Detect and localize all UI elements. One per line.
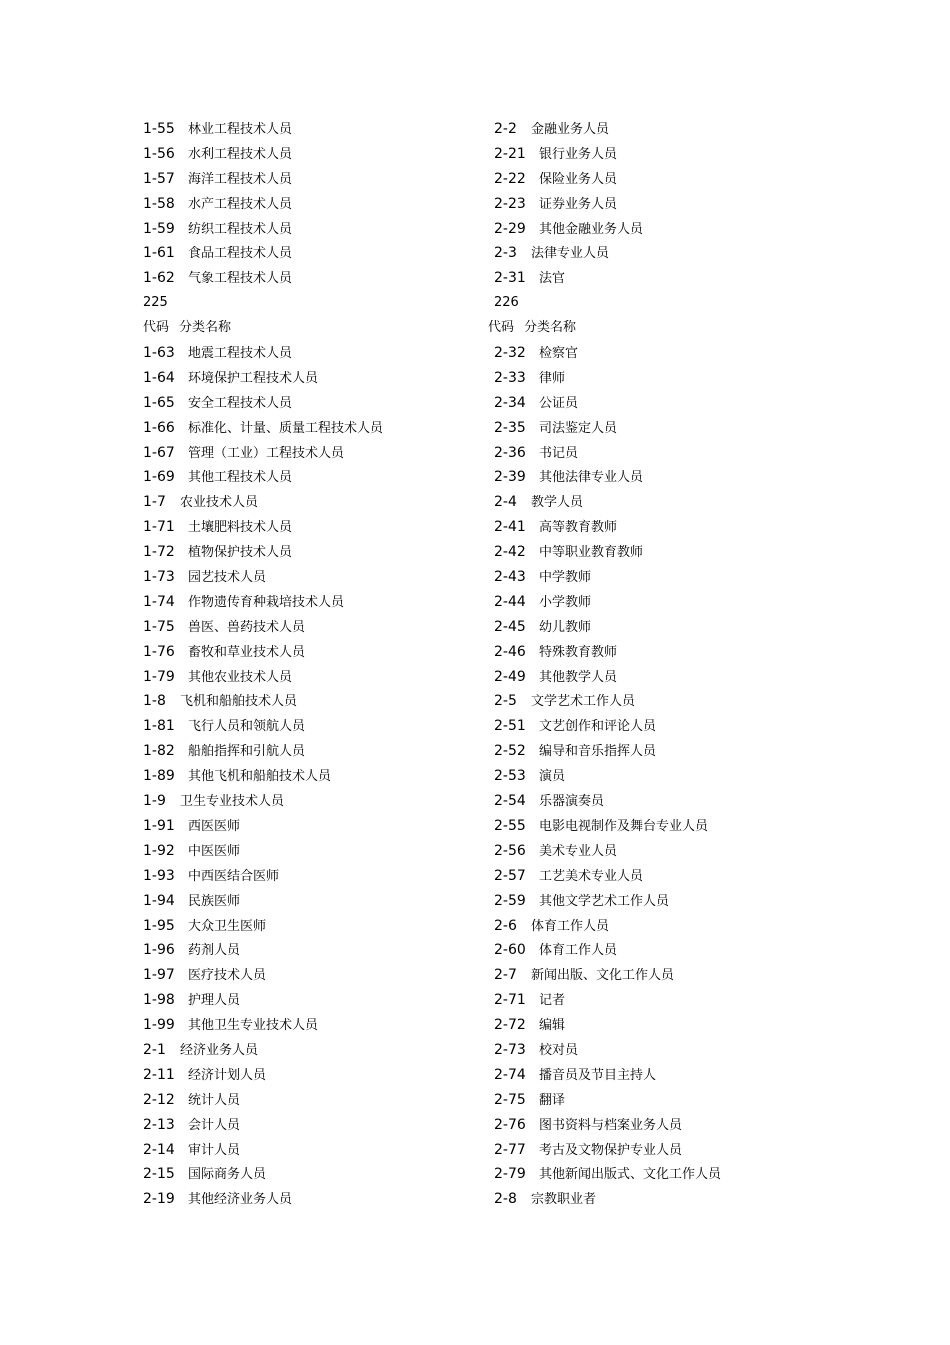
item-code: 1-61 bbox=[143, 245, 175, 262]
item-code: 2-43 bbox=[494, 569, 526, 586]
item-code: 2-57 bbox=[494, 867, 526, 884]
item-name: 工艺美术专业人员 bbox=[539, 868, 644, 884]
item-code: 2-72 bbox=[494, 1017, 526, 1034]
list-item bbox=[143, 1088, 473, 1113]
list-item bbox=[143, 615, 473, 640]
item-code: 1-94 bbox=[143, 892, 175, 909]
page-number-text: 225 bbox=[143, 295, 168, 311]
item-code: 2-36 bbox=[494, 444, 526, 461]
item-code: 1-9 bbox=[143, 793, 166, 810]
list-item bbox=[488, 988, 788, 1013]
item-code: 1-57 bbox=[143, 170, 175, 187]
list-item bbox=[143, 1138, 473, 1163]
list-item bbox=[143, 764, 473, 789]
item-name: 兽医、兽药技术人员 bbox=[188, 619, 306, 635]
item-name: 幼儿教师 bbox=[539, 619, 592, 635]
item-name: 卫生专业技术人员 bbox=[180, 794, 285, 810]
item-code: 2-54 bbox=[494, 793, 526, 810]
list-item bbox=[488, 167, 788, 192]
list-item bbox=[143, 938, 473, 963]
item-code: 1-75 bbox=[143, 618, 175, 635]
item-name: 中等职业教育教师 bbox=[539, 545, 644, 561]
list-item bbox=[143, 988, 473, 1013]
item-code: 2-60 bbox=[494, 942, 526, 959]
right-column bbox=[488, 117, 788, 1212]
list-item bbox=[488, 217, 788, 242]
item-code: 1-93 bbox=[143, 867, 175, 884]
page-number-text: 226 bbox=[494, 295, 519, 311]
item-name: 畜牧和草业技术人员 bbox=[188, 644, 306, 660]
item-code: 1-59 bbox=[143, 220, 175, 237]
list-item bbox=[488, 241, 788, 266]
list-item bbox=[488, 192, 788, 217]
list-item bbox=[488, 441, 788, 466]
item-name: 司法鉴定人员 bbox=[539, 420, 618, 436]
item-code: 2-8 bbox=[494, 1191, 517, 1208]
item-name: 经济计划人员 bbox=[188, 1067, 267, 1083]
item-name: 银行业务人员 bbox=[539, 146, 618, 162]
list-item bbox=[143, 515, 473, 540]
list-item bbox=[488, 1187, 788, 1212]
item-name: 公证员 bbox=[539, 395, 579, 411]
item-code: 2-77 bbox=[494, 1141, 526, 1158]
list-item bbox=[143, 714, 473, 739]
list-item bbox=[143, 1162, 473, 1187]
item-name: 其他法律专业人员 bbox=[539, 470, 644, 486]
list-item bbox=[143, 416, 473, 441]
list-item bbox=[143, 914, 473, 939]
list-item bbox=[143, 241, 473, 266]
list-item bbox=[143, 540, 473, 565]
header-name: 分类名称 bbox=[524, 320, 577, 336]
item-code: 2-74 bbox=[494, 1066, 526, 1083]
list-item bbox=[143, 1063, 473, 1088]
list-item bbox=[488, 839, 788, 864]
item-name: 园艺技术人员 bbox=[188, 570, 267, 586]
item-name: 林业工程技术人员 bbox=[188, 122, 293, 137]
item-code: 1-91 bbox=[143, 817, 175, 834]
list-item bbox=[488, 266, 788, 291]
item-code: 1-62 bbox=[143, 270, 175, 287]
item-name: 高等教育教师 bbox=[539, 520, 618, 536]
item-name: 文学艺术工作人员 bbox=[531, 694, 636, 710]
item-code: 1-89 bbox=[143, 768, 175, 785]
item-name: 法律专业人员 bbox=[531, 246, 610, 262]
item-name: 纺织工程技术人员 bbox=[188, 221, 293, 237]
list-item bbox=[488, 490, 788, 515]
item-code: 2-59 bbox=[494, 892, 526, 909]
item-name: 药剂人员 bbox=[188, 943, 241, 959]
page-number bbox=[143, 291, 473, 316]
list-item bbox=[143, 117, 473, 142]
item-code: 2-4 bbox=[494, 494, 517, 511]
item-name: 气象工程技术人员 bbox=[188, 271, 293, 287]
list-item bbox=[143, 167, 473, 192]
item-name: 国际商务人员 bbox=[188, 1167, 267, 1183]
item-name: 播音员及节目主持人 bbox=[539, 1067, 657, 1083]
item-name: 中西医结合医师 bbox=[188, 868, 280, 884]
item-name: 飞机和船舶技术人员 bbox=[180, 694, 298, 710]
list-item bbox=[488, 142, 788, 167]
item-name: 中学教师 bbox=[539, 570, 592, 586]
item-code: 2-55 bbox=[494, 817, 526, 834]
list-item bbox=[488, 739, 788, 764]
item-name: 文艺创作和评论人员 bbox=[539, 719, 657, 735]
list-item bbox=[488, 416, 788, 441]
list-item bbox=[143, 839, 473, 864]
item-code: 2-23 bbox=[494, 195, 526, 212]
list-item bbox=[488, 889, 788, 914]
item-code: 2-75 bbox=[494, 1091, 526, 1108]
item-code: 2-52 bbox=[494, 743, 526, 760]
column-header bbox=[143, 316, 473, 341]
list-item bbox=[488, 391, 788, 416]
item-name: 证券业务人员 bbox=[539, 196, 618, 212]
item-name: 其他经济业务人员 bbox=[188, 1192, 293, 1208]
item-name: 小学教师 bbox=[539, 594, 592, 610]
item-name: 西医医师 bbox=[188, 818, 241, 834]
item-name: 食品工程技术人员 bbox=[188, 246, 293, 262]
item-name: 翻译 bbox=[539, 1092, 566, 1108]
header-code: 代码 bbox=[143, 320, 170, 336]
item-name: 校对员 bbox=[539, 1042, 579, 1058]
list-item bbox=[488, 1162, 788, 1187]
list-item bbox=[143, 1187, 473, 1212]
item-name: 审计人员 bbox=[188, 1142, 241, 1158]
list-item bbox=[488, 938, 788, 963]
item-code: 2-41 bbox=[494, 519, 526, 536]
item-code: 1-96 bbox=[143, 942, 175, 959]
item-code: 2-21 bbox=[494, 145, 526, 162]
item-name: 编辑 bbox=[539, 1018, 566, 1034]
list-item bbox=[488, 914, 788, 939]
list-item bbox=[488, 1138, 788, 1163]
item-name: 统计人员 bbox=[188, 1092, 241, 1108]
item-code: 1-7 bbox=[143, 494, 166, 511]
list-item bbox=[143, 689, 473, 714]
list-item bbox=[143, 739, 473, 764]
item-code: 2-42 bbox=[494, 544, 526, 561]
item-code: 2-29 bbox=[494, 220, 526, 237]
item-name: 其他文学艺术工作人员 bbox=[539, 893, 670, 909]
item-code: 1-66 bbox=[143, 419, 175, 436]
list-item bbox=[143, 590, 473, 615]
item-code: 1-74 bbox=[143, 593, 175, 610]
item-code: 2-3 bbox=[494, 245, 517, 262]
item-code: 2-12 bbox=[143, 1091, 175, 1108]
item-code: 1-8 bbox=[143, 693, 166, 710]
item-name: 体育工作人员 bbox=[539, 943, 618, 959]
item-name: 标准化、计量、质量工程技术人员 bbox=[188, 420, 384, 436]
item-code: 2-51 bbox=[494, 718, 526, 735]
item-code: 2-15 bbox=[143, 1166, 175, 1183]
item-name: 其他农业技术人员 bbox=[188, 669, 293, 685]
item-name: 保险业务人员 bbox=[539, 171, 618, 187]
item-code: 2-32 bbox=[494, 345, 526, 362]
item-name: 演员 bbox=[539, 769, 566, 785]
item-code: 2-44 bbox=[494, 593, 526, 610]
list-item bbox=[488, 714, 788, 739]
item-code: 2-1 bbox=[143, 1041, 166, 1058]
item-code: 2-31 bbox=[494, 270, 526, 287]
list-item bbox=[488, 1013, 788, 1038]
list-item bbox=[488, 640, 788, 665]
item-code: 2-19 bbox=[143, 1191, 175, 1208]
item-name: 金融业务人员 bbox=[531, 122, 610, 137]
list-item bbox=[488, 590, 788, 615]
item-code: 2-45 bbox=[494, 618, 526, 635]
list-item bbox=[488, 1088, 788, 1113]
item-name: 其他工程技术人员 bbox=[188, 470, 293, 486]
item-name: 船舶指挥和引航人员 bbox=[188, 744, 306, 760]
item-name: 护理人员 bbox=[188, 993, 241, 1009]
item-code: 1-56 bbox=[143, 145, 175, 162]
list-item bbox=[143, 864, 473, 889]
item-name: 书记员 bbox=[539, 445, 579, 461]
item-name: 新闻出版、文化工作人员 bbox=[531, 968, 675, 984]
item-name: 电影电视制作及舞台专业人员 bbox=[539, 818, 709, 834]
item-code: 1-58 bbox=[143, 195, 175, 212]
list-item bbox=[488, 689, 788, 714]
list-item bbox=[488, 515, 788, 540]
list-item bbox=[488, 665, 788, 690]
item-code: 1-67 bbox=[143, 444, 175, 461]
item-code: 1-98 bbox=[143, 992, 175, 1009]
item-name: 飞行人员和领航人员 bbox=[188, 719, 306, 735]
item-code: 2-35 bbox=[494, 419, 526, 436]
page-number bbox=[488, 291, 788, 316]
item-code: 1-73 bbox=[143, 569, 175, 586]
item-name: 图书资料与档案业务人员 bbox=[539, 1117, 683, 1133]
list-item bbox=[488, 366, 788, 391]
item-code: 2-6 bbox=[494, 917, 517, 934]
item-code: 1-64 bbox=[143, 369, 175, 386]
list-item bbox=[143, 1113, 473, 1138]
item-name: 其他教学人员 bbox=[539, 669, 618, 685]
list-item bbox=[143, 1038, 473, 1063]
item-name: 植物保护技术人员 bbox=[188, 545, 293, 561]
item-code: 2-71 bbox=[494, 992, 526, 1009]
item-code: 1-99 bbox=[143, 1017, 175, 1034]
item-name: 医疗技术人员 bbox=[188, 968, 267, 984]
left-column bbox=[143, 117, 473, 1212]
list-item bbox=[143, 565, 473, 590]
list-item bbox=[143, 391, 473, 416]
list-item bbox=[488, 540, 788, 565]
item-code: 2-34 bbox=[494, 394, 526, 411]
item-name: 律师 bbox=[539, 370, 566, 386]
item-name: 会计人员 bbox=[188, 1117, 241, 1133]
item-code: 1-65 bbox=[143, 394, 175, 411]
item-name: 教学人员 bbox=[531, 495, 584, 511]
item-name: 大众卫生医师 bbox=[188, 918, 267, 934]
item-code: 1-55 bbox=[143, 121, 175, 137]
list-item bbox=[488, 341, 788, 366]
list-item bbox=[143, 465, 473, 490]
item-name: 作物遗传育种栽培技术人员 bbox=[188, 594, 345, 610]
header-name: 分类名称 bbox=[179, 320, 232, 336]
list-item bbox=[488, 1063, 788, 1088]
list-item bbox=[143, 665, 473, 690]
item-code: 1-81 bbox=[143, 718, 175, 735]
item-code: 1-63 bbox=[143, 345, 175, 362]
item-code: 2-73 bbox=[494, 1041, 526, 1058]
list-item bbox=[488, 814, 788, 839]
item-code: 2-56 bbox=[494, 842, 526, 859]
item-name: 考古及文物保护专业人员 bbox=[539, 1142, 683, 1158]
list-item bbox=[488, 963, 788, 988]
item-name: 法官 bbox=[539, 271, 566, 287]
item-name: 管理（工业）工程技术人员 bbox=[188, 445, 345, 461]
list-item bbox=[143, 789, 473, 814]
list-item bbox=[143, 963, 473, 988]
item-name: 美术专业人员 bbox=[539, 843, 618, 859]
item-name: 土壤肥料技术人员 bbox=[188, 520, 293, 536]
item-code: 1-79 bbox=[143, 668, 175, 685]
list-item bbox=[488, 764, 788, 789]
list-item bbox=[488, 465, 788, 490]
item-name: 记者 bbox=[539, 993, 566, 1009]
item-code: 1-97 bbox=[143, 967, 175, 984]
list-item bbox=[488, 615, 788, 640]
list-item bbox=[488, 1113, 788, 1138]
item-name: 其他飞机和船舶技术人员 bbox=[188, 769, 332, 785]
list-item bbox=[488, 864, 788, 889]
item-code: 1-82 bbox=[143, 743, 175, 760]
list-item bbox=[143, 441, 473, 466]
item-code: 2-2 bbox=[494, 121, 517, 137]
item-name: 水利工程技术人员 bbox=[188, 146, 293, 162]
item-code: 2-53 bbox=[494, 768, 526, 785]
column-header bbox=[488, 316, 788, 341]
list-item bbox=[143, 266, 473, 291]
item-name: 环境保护工程技术人员 bbox=[188, 370, 319, 386]
item-name: 乐器演奏员 bbox=[539, 794, 605, 810]
item-name: 其他金融业务人员 bbox=[539, 221, 644, 237]
item-name: 其他新闻出版式、文化工作人员 bbox=[539, 1167, 722, 1183]
item-code: 2-79 bbox=[494, 1166, 526, 1183]
list-item bbox=[143, 640, 473, 665]
item-name: 检察官 bbox=[539, 346, 579, 362]
list-item bbox=[143, 217, 473, 242]
list-item bbox=[143, 889, 473, 914]
item-code: 2-5 bbox=[494, 693, 517, 710]
item-name: 民族医师 bbox=[188, 893, 241, 909]
item-name: 地震工程技术人员 bbox=[188, 346, 293, 362]
item-code: 2-49 bbox=[494, 668, 526, 685]
header-code: 代码 bbox=[488, 320, 515, 336]
item-name: 宗教职业者 bbox=[531, 1192, 597, 1208]
item-code: 1-76 bbox=[143, 643, 175, 660]
item-name: 其他卫生专业技术人员 bbox=[188, 1018, 319, 1034]
item-code: 1-71 bbox=[143, 519, 175, 536]
list-item bbox=[143, 1013, 473, 1038]
item-name: 安全工程技术人员 bbox=[188, 395, 293, 411]
item-code: 2-14 bbox=[143, 1141, 175, 1158]
item-name: 特殊教育教师 bbox=[539, 644, 618, 660]
item-code: 2-39 bbox=[494, 469, 526, 486]
item-code: 1-92 bbox=[143, 842, 175, 859]
list-item bbox=[143, 814, 473, 839]
list-item bbox=[488, 1038, 788, 1063]
list-item bbox=[488, 117, 788, 142]
item-name: 体育工作人员 bbox=[531, 918, 610, 934]
item-name: 经济业务人员 bbox=[180, 1042, 259, 1058]
list-item bbox=[143, 366, 473, 391]
item-code: 1-69 bbox=[143, 469, 175, 486]
item-name: 编导和音乐指挥人员 bbox=[539, 744, 657, 760]
item-name: 农业技术人员 bbox=[180, 495, 259, 511]
item-code: 1-72 bbox=[143, 544, 175, 561]
item-code: 2-11 bbox=[143, 1066, 175, 1083]
item-name: 中医医师 bbox=[188, 843, 241, 859]
item-code: 2-76 bbox=[494, 1116, 526, 1133]
item-code: 2-22 bbox=[494, 170, 526, 187]
list-item bbox=[143, 192, 473, 217]
item-code: 1-95 bbox=[143, 917, 175, 934]
item-code: 2-13 bbox=[143, 1116, 175, 1133]
list-item bbox=[143, 490, 473, 515]
item-code: 2-33 bbox=[494, 369, 526, 386]
list-item bbox=[488, 789, 788, 814]
list-item bbox=[488, 565, 788, 590]
list-item bbox=[143, 142, 473, 167]
list-item bbox=[143, 341, 473, 366]
item-name: 水产工程技术人员 bbox=[188, 196, 293, 212]
item-code: 2-46 bbox=[494, 643, 526, 660]
item-name: 海洋工程技术人员 bbox=[188, 171, 293, 187]
item-code: 2-7 bbox=[494, 967, 517, 984]
